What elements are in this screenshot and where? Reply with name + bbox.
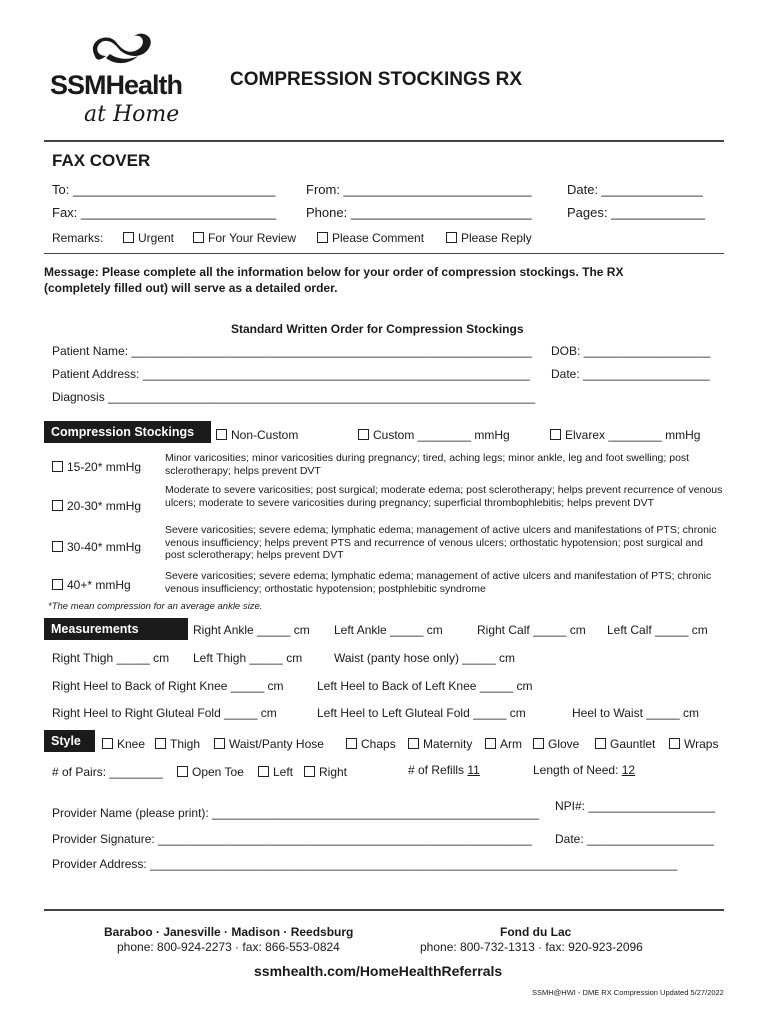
checkbox-icon[interactable]: [123, 232, 134, 243]
level-40-plus-desc: Severe varicosities; severe edema; lymphatic edema; management of active ulcers and manifestation of PTS; chronic venous insufficiency; orthostatic hypotension; postphlebitic syndrome: [165, 570, 712, 595]
level-30-40[interactable]: 30-40* mmHg: [52, 540, 141, 554]
checkbox-icon[interactable]: [216, 429, 227, 440]
checkbox-icon[interactable]: [102, 738, 113, 749]
checkbox-icon[interactable]: [669, 738, 680, 749]
page-title: COMPRESSION STOCKINGS RX: [230, 69, 523, 90]
patient-dob[interactable]: DOB: ___________________: [551, 344, 711, 358]
level-40-plus[interactable]: 40+* mmHg: [52, 578, 131, 592]
footer-divider: [44, 909, 724, 911]
open-toe-option[interactable]: Open Toe: [177, 765, 244, 779]
provider-address[interactable]: Provider Address: _______________________________________________________________________________: [52, 857, 678, 871]
checkbox-icon[interactable]: [408, 738, 419, 749]
order-date[interactable]: Date: ___________________: [551, 367, 710, 381]
checkbox-icon[interactable]: [317, 232, 328, 243]
footer-right-city: Fond du Lac: [500, 925, 572, 939]
footer-website[interactable]: ssmhealth.com/HomeHealthReferrals: [254, 963, 503, 979]
remark-reply[interactable]: Please Reply: [446, 231, 532, 245]
checkbox-icon[interactable]: [258, 766, 269, 777]
level-30-40-desc: Severe varicosities; severe edema; lymphatic edema; management of active ulcers and manifestations of PTS; chronic venous insufficiency; helps prevent PTS and recurrence of venous ulcers; orthostatic hypotension; post surgical and post sclerotherapy; helps prevent DVT: [165, 524, 717, 561]
style-knee[interactable]: Knee: [102, 737, 145, 751]
fax-fax[interactable]: Fax: ___________________________: [52, 205, 277, 220]
remark-review[interactable]: For Your Review: [193, 231, 296, 245]
patient-address[interactable]: Patient Address: __________________________________________________________: [52, 367, 530, 381]
checkbox-icon[interactable]: [52, 541, 63, 552]
checkbox-icon[interactable]: [446, 232, 457, 243]
checkbox-icon[interactable]: [550, 429, 561, 440]
right-heel-gluteal[interactable]: Right Heel to Right Gluteal Fold _____ cm: [52, 706, 277, 720]
non-custom-option[interactable]: Non-Custom: [216, 428, 298, 442]
left-calf[interactable]: Left Calf _____ cm: [607, 623, 708, 637]
logo-tagline: at Home: [84, 102, 180, 127]
checkbox-icon[interactable]: [485, 738, 496, 749]
left-thigh[interactable]: Left Thigh _____ cm: [193, 651, 303, 665]
footer-left-cities: Baraboo · Janesville · Madison · Reedsburg: [104, 925, 354, 939]
level-15-20[interactable]: 15-20* mmHg: [52, 460, 141, 474]
custom-option[interactable]: Custom ________ mmHg: [358, 428, 510, 442]
remarks-label: Remarks:: [52, 231, 104, 245]
provider-date[interactable]: Date: ___________________: [555, 832, 714, 846]
right-option[interactable]: Right: [304, 765, 347, 779]
provider-signature[interactable]: Provider Signature: ________________________________________________________: [52, 832, 532, 846]
footer-left-contact: phone: 800-924-2273 · fax: 866-553-0824: [117, 940, 340, 954]
style-chaps[interactable]: Chaps: [346, 737, 396, 751]
style-bar: Style: [44, 730, 95, 752]
order-heading: Standard Written Order for Compression Stockings: [231, 322, 524, 336]
header-divider: [44, 140, 724, 142]
diagnosis[interactable]: Diagnosis ________________________________________________________________: [52, 390, 536, 404]
level-15-20-desc: Minor varicosities; minor varicosities during pregnancy; tired, aching legs; minor ankle, leg and foot swelling; post sclerotherapy; helps prevent DVT: [165, 452, 690, 477]
left-heel-gluteal[interactable]: Left Heel to Left Gluteal Fold _____ cm: [317, 706, 526, 720]
footer-right-contact: phone: 800-732-1313 · fax: 920-923-2096: [420, 940, 643, 954]
style-arm[interactable]: Arm: [485, 737, 522, 751]
checkbox-icon[interactable]: [177, 766, 188, 777]
checkbox-icon[interactable]: [358, 429, 369, 440]
length-value: 12: [621, 763, 636, 777]
fax-pages[interactable]: Pages: _____________: [567, 205, 706, 220]
pairs-field[interactable]: # of Pairs: ________: [52, 765, 163, 779]
stockings-bar: Compression Stockings: [44, 421, 211, 443]
right-ankle[interactable]: Right Ankle _____ cm: [193, 623, 310, 637]
style-gauntlet[interactable]: Gauntlet: [595, 737, 655, 751]
heel-waist[interactable]: Heel to Waist _____ cm: [572, 706, 699, 720]
checkbox-icon[interactable]: [346, 738, 357, 749]
right-calf[interactable]: Right Calf _____ cm: [477, 623, 586, 637]
level-20-30-desc: Moderate to severe varicosities; post surgical; moderate edema; post sclerotherapy; helps prevent recurrence of venous ulcers; moderate to severe varicosities during pregnancy; superficial thrombophlebitis; helps prevent DVT: [165, 484, 723, 509]
length-field[interactable]: Length of Need: 12: [533, 763, 636, 777]
checkbox-icon[interactable]: [155, 738, 166, 749]
checkbox-icon[interactable]: [52, 579, 63, 590]
left-heel-knee[interactable]: Left Heel to Back of Left Knee _____ cm: [317, 679, 533, 693]
style-wraps[interactable]: Wraps: [669, 737, 718, 751]
refills-value: 11: [467, 763, 480, 777]
footer-code: SSMH@HWI - DME RX Compression Updated 5/27/2022: [532, 988, 724, 997]
message-text: Message: Please complete all the information below for your order of compression stockings. The RX (completely filled out) will serve as a detailed order.: [44, 265, 624, 295]
fax-from[interactable]: From: __________________________: [306, 182, 532, 197]
logo-brand: SSMHealth: [50, 70, 183, 100]
fax-to[interactable]: To: ____________________________: [52, 182, 276, 197]
provider-name[interactable]: Provider Name (please print): _________________________________________________: [52, 806, 540, 820]
style-thigh[interactable]: Thigh: [155, 737, 200, 751]
remark-comment[interactable]: Please Comment: [317, 231, 424, 245]
right-heel-knee[interactable]: Right Heel to Back of Right Knee _____ cm: [52, 679, 284, 693]
left-ankle[interactable]: Left Ankle _____ cm: [334, 623, 443, 637]
waist[interactable]: Waist (panty hose only) _____ cm: [334, 651, 515, 665]
measurements-bar: Measurements: [44, 618, 188, 640]
checkbox-icon[interactable]: [52, 461, 63, 472]
fax-heading: FAX COVER: [52, 151, 151, 170]
fax-divider: [44, 253, 724, 254]
checkbox-icon[interactable]: [193, 232, 204, 243]
style-waist[interactable]: Waist/Panty Hose: [214, 737, 324, 751]
checkbox-icon[interactable]: [595, 738, 606, 749]
npi-field[interactable]: NPI#: ___________________: [555, 799, 716, 813]
remark-urgent[interactable]: Urgent: [123, 231, 174, 245]
elvarex-option[interactable]: Elvarex ________ mmHg: [550, 428, 700, 442]
checkbox-icon[interactable]: [304, 766, 315, 777]
fax-phone[interactable]: Phone: _________________________: [306, 205, 532, 220]
refills-field[interactable]: # of Refills 11: [408, 763, 480, 777]
logo: [50, 30, 200, 130]
checkbox-icon[interactable]: [214, 738, 225, 749]
checkbox-icon[interactable]: [533, 738, 544, 749]
patient-name[interactable]: Patient Name: ____________________________________________________________: [52, 344, 532, 358]
left-option[interactable]: Left: [258, 765, 293, 779]
right-thigh[interactable]: Right Thigh _____ cm: [52, 651, 170, 665]
footnote: *The mean compression for an average ankle size.: [48, 601, 263, 612]
style-maternity[interactable]: Maternity: [408, 737, 472, 751]
logo-swirl-icon: [86, 30, 156, 66]
style-glove[interactable]: Glove: [533, 737, 579, 751]
checkbox-icon[interactable]: [52, 500, 63, 511]
fax-date[interactable]: Date: ______________: [567, 182, 703, 197]
level-20-30[interactable]: 20-30* mmHg: [52, 499, 141, 513]
